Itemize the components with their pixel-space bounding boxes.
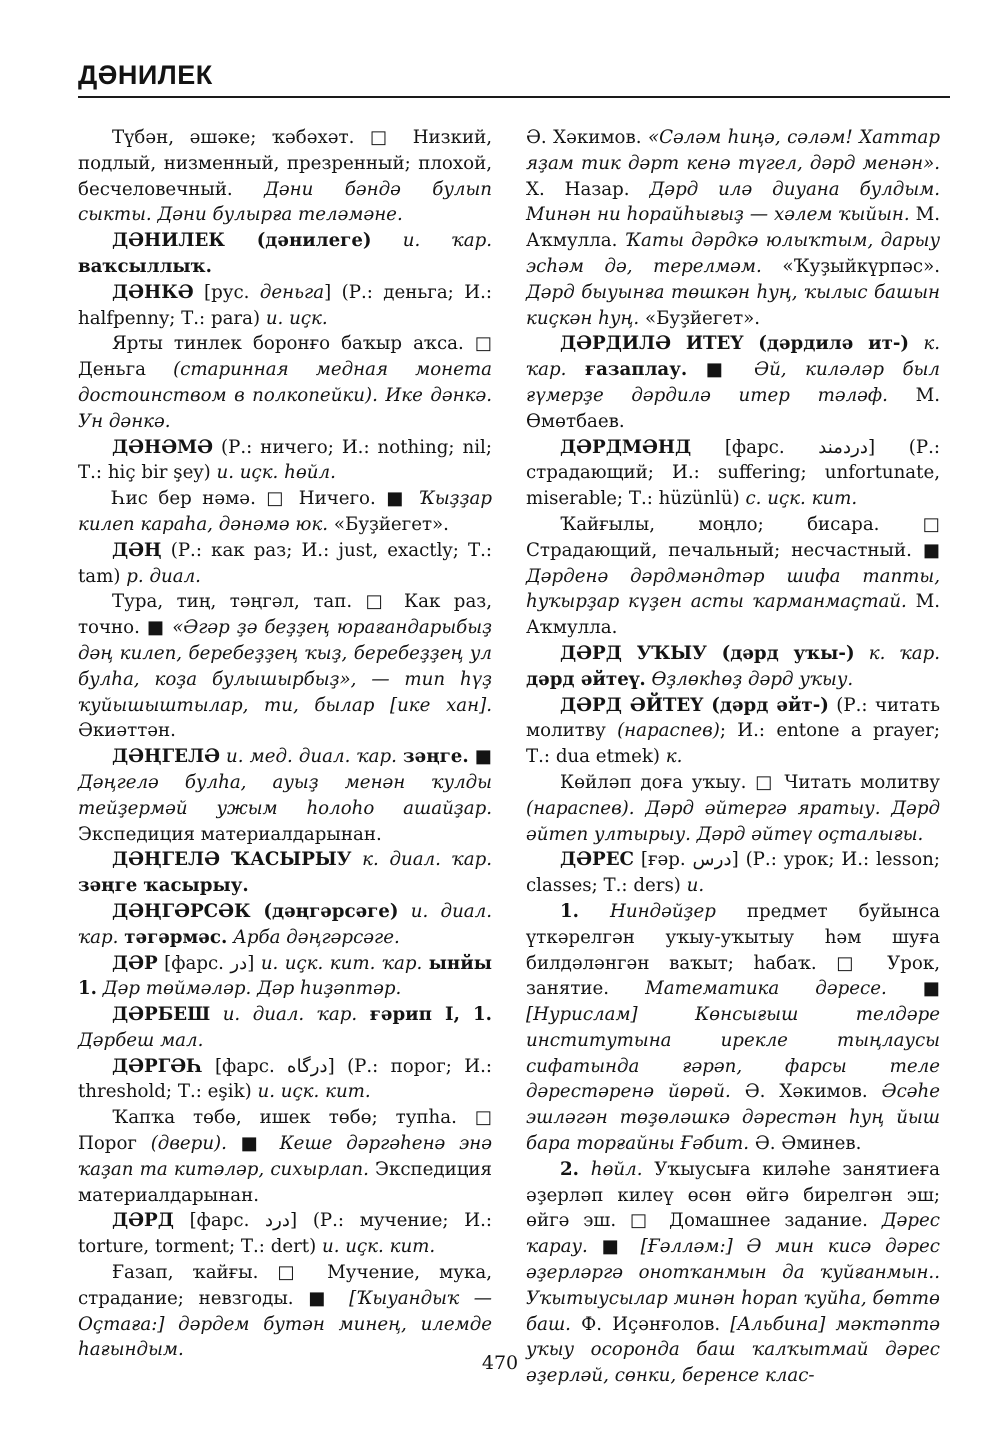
entry-paragraph: ДӘҢГЕЛӘ ҠАСЫРЫУ к. диал. ҡар. зәңге ҡасырыу. [78, 849, 492, 897]
entry-paragraph: ДӘРГӘҺ [фарс. ﺩﺭﮔﺎﻩ] (Р.: порог; И.: threshold; Т.: eşik) и. иҫк. кит. [78, 1055, 492, 1103]
left-column [78, 125, 492, 1363]
entry-paragraph: Ҡапҡа төбө, ишек төбө; тупһа. □ Порог (двери). ■ Кеше дәргәһенә энә ҡаҙап та китәләр, сихырлап. Экспедиция материалдарынан. [78, 1107, 492, 1206]
entry-paragraph: Ярты тинлек боронғо баҡыр аҡса. □ Деньга (старинная медная монета достоинством в полкопейки). Ике дәнкә. Ун дәнкә. [78, 333, 492, 432]
entry-paragraph: ДӘҢГЕЛӘ и. мед. диал. ҡар. зәңге. ■ Дәңгелә булһа, ауыҙ менән ҡулды тейҙермәй ужым һолоһо ашайҙар. Экспедиция материалдарынан. [78, 746, 492, 845]
entry-paragraph: Түбән, әшәке; ҡәбәхәт. □ Низкий, подлый, низменный, презренный; плохой, бесчеловечный. Дәни бәндә булып сыкты. Дәни булырға теләмәне. [78, 127, 493, 226]
entry-paragraph: ДӘРД ӘЙТЕҮ (дәрд әйт-) (Р.: читать молитву (нараспев); И.: entone a prayer; Т.: dua etmek) к. [526, 694, 940, 768]
entry-paragraph: Тура, тиң, тәңгәл, тап. □ Как раз, точно. ■ «Әгәр ҙә беҙҙең юрағандарыбыҙ дәң килеп, беребеҙҙең ҡыҙ, беребеҙҙең ул булһа, коҙа булышырбыҙ», — тип һүҙ ҡуйышыштылар, ти, былар [ике хан]. Әкиәттән. [78, 591, 492, 742]
entry-paragraph: ДӘРБЕШ и. диал. ҡар. ғәрип I, 1. Дәрбеш мал. [78, 1004, 492, 1051]
entry-paragraph: 1. Ниндәйҙер предмет буйынса үткәрелгән уҡыу-уҡытыу һәм шуға билдәләнгән ваҡыт; һабаҡ. □ Урок, занятие. Математика дәресе. ■ [Нурислам] Көнсығыш телдәре институтына ирекле тыңлаусы сифатында ғәрәп, фарсы теле дәрестәренә йөрөй. Ә. Хәкимов. Әсәһе эшләгән төҙөләшкә дәрестән һуң йыш бара торғайны Ғәбит. Ә. Әминев. [526, 900, 941, 1155]
entry-paragraph: ДӘНИЛЕК (дәнилеге) и. ҡар. ваҡсыллыҡ. [78, 230, 492, 277]
entry-paragraph: ДӘРД УҠЫУ (дәрд уҡы-) к. ҡар. дәрд әйтеү. Өҙлөкһөҙ дәрд уҡыу. [526, 642, 941, 690]
header-rule [78, 96, 950, 98]
right-column [526, 125, 940, 1389]
entry-paragraph: ДӘҢГӘРСӘК (дәңгәрсәге) и. диал. ҡар. тәгәрмәс. Арба дәңгәрсәге. [78, 900, 492, 948]
entry-paragraph: ДӘР [фарс. ﺩﺭ] и. иҫк. кит. ҡар. ынйы 1. Дәр төймәләр. Дәр һиҙәптәр. [78, 952, 492, 1000]
entry-paragraph: ДӘРДМӘНД [фарс. ﺩﺭﺩﻣﻨﺪ] (Р.: страдающий; И.: suffering; unfortunate, miserable; Т.: hüzünlü) с. иҫк. кит. [526, 436, 940, 510]
entry-paragraph: ДӘНКӘ [рус. деньга] (Р.: деньга; И.: halfpenny; Т.: para) и. иҫк. [78, 281, 492, 329]
entry-paragraph: ДӘНӘМӘ (Р.: ничего; И.: nothing; nil; Т.: hiç bir şey) и. иҫк. һөйл. [78, 436, 492, 484]
entry-paragraph: Ғазап, ҡайғы. □ Мучение, мука, страдание; невзгоды. ■ [Ҡыуандыҡ — Оҫтаға:] дәрдем бутән минең, илемде һағындым. [78, 1262, 492, 1361]
entry-paragraph: Ҡайғылы, моңло; бисара. □ Страдающий, печальный; несчастный. ■ Дәрденә дәрдмәндтәр шифа тапты, һуҡырҙар күҙен асты ҡарманмаҫтай. М. Аҡмулла. [526, 513, 940, 639]
entry-paragraph: Ә. Хәкимов. «Сәләм һиңә, сәләм! Хаттар яҙам тик дәрт кенә түгел, дәрд менән». Х. Назар. Дәрд илә диуана булдым. Минән ни һорайһығыҙ — хәлем ҡыйын. М. Аҡмулла. Ҡаты дәрдкә юлыҡтым, дарыу эсһәм дә, терелмәм. «Ҡуҙыйкүрпәс». Дәрд быуынға төшкән һуң, ҡылыс башын киҫкән һуң. «Буҙйегет». [526, 127, 941, 329]
running-header: ДӘНИЛЕК [78, 60, 213, 90]
entry-paragraph: ДӘРДИЛӘ ИТЕҮ (дәрдилә ит-) к. ҡар. ғазаплау. ■ Әй, киләләр был ғүмерҙе дәрдилә итер тәләф. М. Өмөтбаев. [526, 333, 941, 432]
entry-paragraph: ДӘРД [фарс. ﺩﺭﺩ] (Р.: мучение; И.: torture, torment; Т.: dert) и. иҫк. кит. [78, 1210, 492, 1258]
entry-paragraph: ДӘҢ (Р.: как раз; И.: just, exactly; Т.: tam) р. диал. [78, 539, 492, 587]
page-number: 470 [481, 1352, 519, 1374]
entry-paragraph: 2. һөйл. Уҡыусыға киләһе занятиеға әҙерләп килеү өсөн өйгә бирелгән эш; өйгә эш. □ Домашнее задание. Дәрес ҡарау. ■ [Ғәлләм:] Ә мин кисә дәрес әҙерләргә онотҡанмын да ҡуйғанмын.. Уҡытыусылар минән һорап ҡуйһа, бөттө баш. Ф. Иҫәнғолов. [Альбина] мәктәптә уҡыу осоронда баш ҡалҡытмай дәрес әҙерләй, сөнки, беренсе клас- [526, 1158, 940, 1387]
entry-paragraph: Һис бер нәмә. □ Ничего. ■ Ҡыҙҙар килеп караһа, дәнәмә юк. «Буҙйегет». [78, 488, 492, 535]
entry-paragraph: Көйләп доға уҡыу. □ Читать молитву (нараспев). Дәрд әйтергә яратыу. Дәрд әйтеп ултырыу. Дәрд әйтеү оҫталығы. [526, 771, 940, 845]
entry-paragraph: ДӘРЕС [ғәр. ﺩﺭﺱ] (Р.: урок; И.: lesson; classes; Т.: ders) и. [526, 849, 940, 897]
